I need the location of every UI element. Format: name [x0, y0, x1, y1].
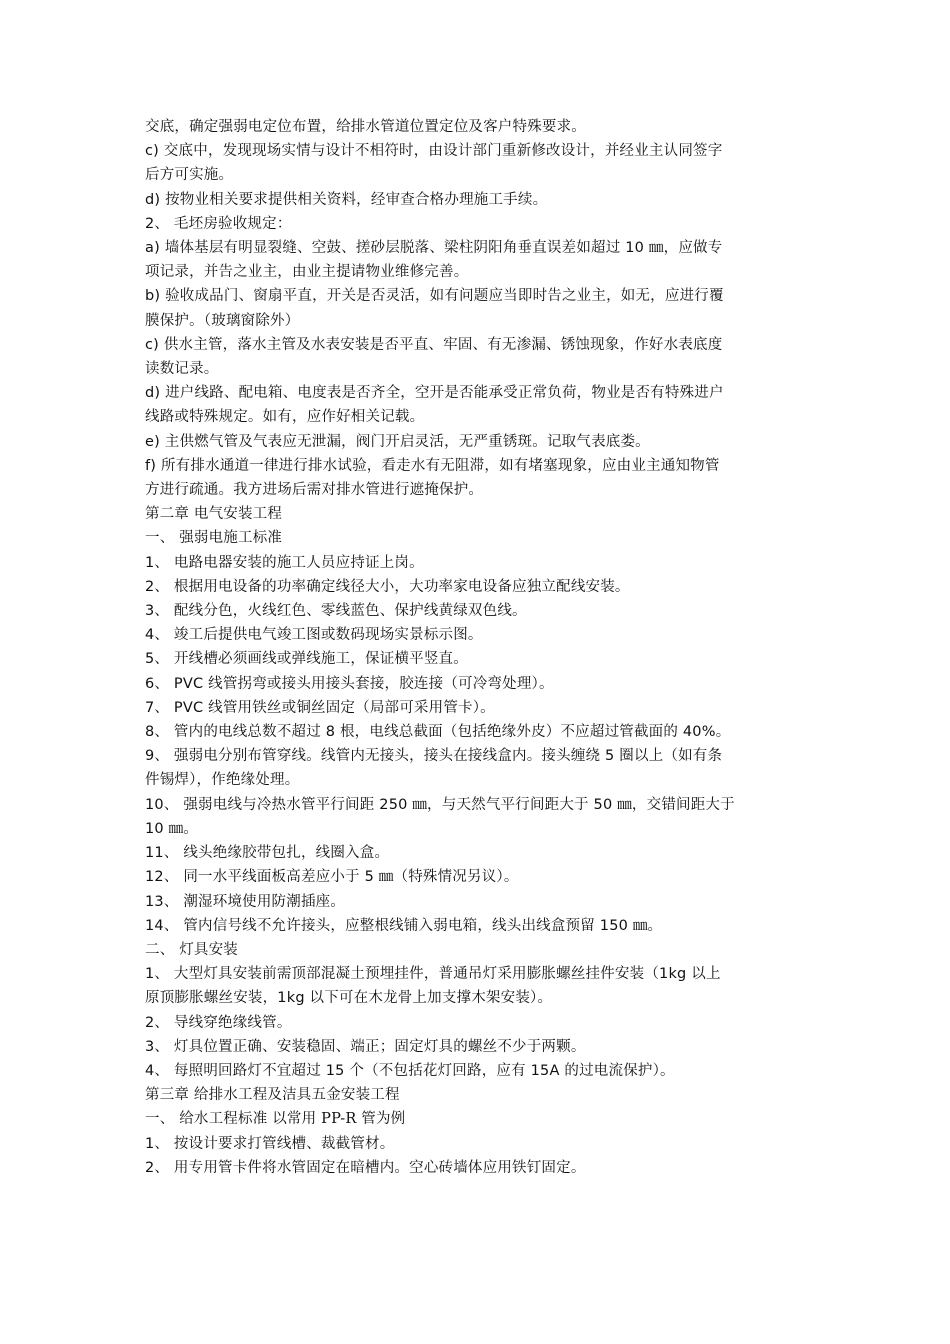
list-item: 3、 配线分色，火线红色、零线蓝色、保护线黄绿双色线。 — [145, 603, 527, 620]
text-line: 膜保护。（玻璃窗除外） — [145, 312, 300, 329]
list-item: 原顶膨胀螺丝安装，1kg 以下可在木龙骨上加支撑木架安装）。 — [145, 990, 553, 1007]
text-line: b) 验收成品门、窗扇平直，开关是否灵活，如有问题应当即时告之业主，如无，应进行覆 — [145, 288, 724, 305]
text-line: d) 进户线路、配电箱、电度表是否齐全，空开是否能承受正常负荷，物业是否有特殊进户 — [145, 385, 724, 402]
list-item: 13、 潮湿环境使用防潮插座。 — [145, 893, 346, 910]
list-item: 5、 开线槽必须画线或弹线施工，保证横平竖直。 — [145, 651, 468, 668]
list-item: 10 ㎜。 — [145, 820, 199, 837]
list-item: 11、 线头绝缘胶带包扎，线圈入盒。 — [145, 845, 390, 862]
text-line: e) 主供燃气管及气表应无泄漏，阀门开启灵活，无严重锈斑。记取气表底娄。 — [145, 433, 650, 450]
text-line: 项记录，并告之业主，由业主提请物业维修完善。 — [145, 264, 469, 281]
text-line: f) 所有排水通道一律进行排水试验，看走水有无阻滞，如有堵塞现象，应由业主通知物管 — [145, 457, 720, 474]
list-item: 7、 PVC 线管用铁丝或铜丝固定（局部可采用管卡）。 — [145, 699, 495, 716]
list-item: 3、 灯具位置正确、安装稳固、端正；固定灯具的螺丝不少于两颗。 — [145, 1038, 586, 1055]
list-item: 1、 大型灯具安装前需顶部混凝土预埋挂件，普通吊灯采用膨胀螺丝挂件安装（1kg 以上 — [145, 966, 721, 983]
list-item: 2、 导线穿绝缘线管。 — [145, 1014, 292, 1031]
section-heading: 2、 毛坯房验收规定： — [145, 215, 292, 232]
list-item: 2、 用专用管卡件将水管固定在暗槽内。空心砖墙体应用铁钉固定。 — [145, 1159, 586, 1176]
list-item: 14、 管内信号线不允许接头，应整根线铺入弱电箱，线头出线盒预留 150 ㎜。 — [145, 917, 663, 934]
text-line: 交底，确定强弱电定位布置，给排水管道位置定位及客户特殊要求。 — [145, 119, 586, 135]
text-line: 后方可实施。 — [145, 167, 234, 184]
list-item: 10、 强弱电线与冷热水管平行间距 250 ㎜，与天然气平行间距大于 50 ㎜，交错间距大于 — [145, 796, 735, 813]
list-item: 9、 强弱电分别布管穿线。线管内无接头，接头在接线盒内。接头缠绕 5 圈以上（如有条 — [145, 748, 723, 765]
text-line: 线路或特殊规定。如有，应作好相关记载。 — [145, 409, 425, 426]
list-item: 4、 每照明回路灯不宜超过 15 个（不包括花灯回路，应有 15A 的过电流保护）。 — [145, 1062, 675, 1079]
list-item: 2、 根据用电设备的功率确定线径大小，大功率家电设备应独立配线安装。 — [145, 578, 630, 595]
chapter-heading: 第二章 电气安装工程 — [145, 506, 283, 523]
list-item: 6、 PVC 线管拐弯或接头用接头套接，胶连接（可冷弯处理）。 — [145, 675, 554, 692]
text-line: c) 交底中，发现现场实情与设计不相符时，由设计部门重新修改设计，并经业主认同签字 — [145, 143, 723, 160]
list-item: 12、 同一水平线面板高差应小于 5 ㎜（特殊情况另议）。 — [145, 869, 519, 886]
text-line: 方进行疏通。我方进场后需对排水管进行遮掩保护。 — [145, 482, 484, 499]
document-body — [145, 115, 810, 1180]
text-line: d) 按物业相关要求提供相关资料，经审查合格办理施工手续。 — [145, 191, 548, 208]
list-item: 件锡焊），作绝缘处理。 — [145, 772, 300, 789]
section-heading: 一、 强弱电施工标准 — [145, 530, 283, 547]
text-line: a) 墙体基层有明显裂缝、空鼓、搓砂层脱落、梁柱阴阳角垂直误差如超过 10 ㎜，应做专 — [145, 240, 723, 257]
list-item: 1、 电路电器安装的施工人员应持证上岗。 — [145, 554, 424, 571]
section-heading: 一、 给水工程标准 以常用 PP-R 管为例 — [145, 1111, 406, 1128]
text-line: c) 供水主管，落水主管及水表安装是否平直、牢固、有无渗漏、锈蚀现象，作好水表底度 — [145, 336, 723, 353]
chapter-heading: 第三章 给排水工程及洁具五金安装工程 — [145, 1087, 400, 1104]
list-item: 8、 管内的电线总数不超过 8 根，电线总截面（包括绝缘外皮）不应超过管截面的 40%。 — [145, 724, 731, 741]
section-heading: 二、 灯具安装 — [145, 941, 239, 958]
text-line: 读数记录。 — [145, 361, 219, 378]
list-item: 4、 竣工后提供电气竣工图或数码现场实景标示图。 — [145, 627, 483, 644]
list-item: 1、 按设计要求打管线槽、裁截管材。 — [145, 1135, 395, 1152]
